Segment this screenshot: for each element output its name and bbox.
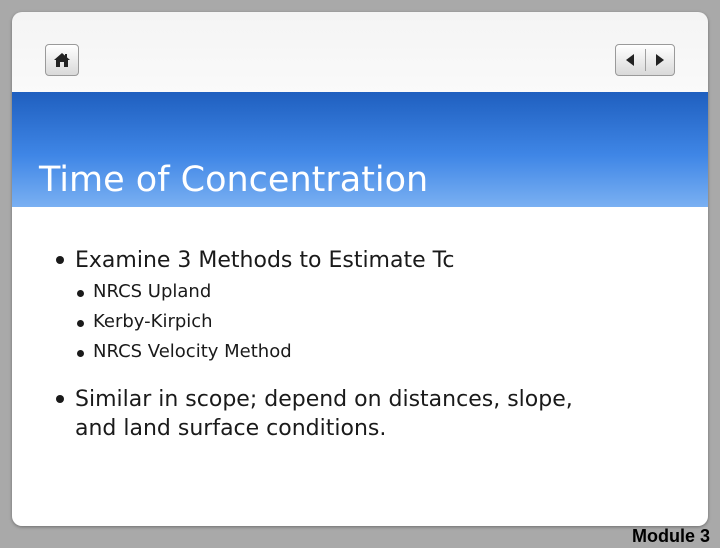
bullet-dot [56,395,64,403]
home-icon [53,52,71,68]
sub-bullet-nrcs-velocity: NRCS Velocity Method [93,341,292,362]
slide-navigation [615,44,675,76]
sub-bullet-dot [77,350,84,357]
bullet-dot [56,256,64,264]
bullet-similar-scope-line1: Similar in scope; depend on distances, slope, [75,387,573,412]
previous-slide-button[interactable] [616,45,645,75]
module-label: Module 3 [631,526,710,546]
sub-bullet-dot [77,290,84,297]
slide [12,12,708,526]
sub-bullet-kerby-kirpich: Kerby-Kirpich [93,311,213,332]
triangle-left-icon [626,54,634,66]
triangle-right-icon [656,54,664,66]
bullet-similar-scope-line2: and land surface conditions. [75,416,387,441]
bullet-examine-methods: Examine 3 Methods to Estimate Tc [75,248,455,273]
sub-bullet-dot [77,320,84,327]
next-slide-button[interactable] [646,45,675,75]
slide-title: Time of Concentration [39,160,429,200]
home-button[interactable] [45,44,79,76]
sub-bullet-nrcs-upland: NRCS Upland [93,281,212,302]
